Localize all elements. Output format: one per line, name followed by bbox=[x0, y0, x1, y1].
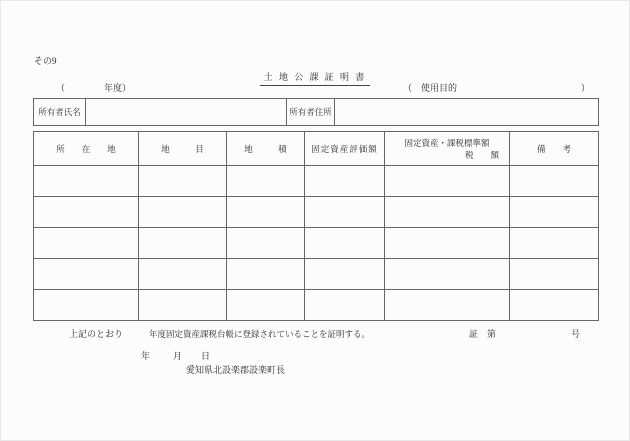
header-tax-base bbox=[385, 132, 510, 166]
owner-name-value bbox=[86, 99, 287, 126]
form-number: その9 bbox=[34, 56, 57, 66]
owner-address-value bbox=[335, 99, 599, 126]
issuer-title: 愛知県北設楽郡設楽町長 bbox=[186, 365, 286, 375]
fiscal-year-open-paren: （ bbox=[56, 83, 66, 93]
certify-prefix: 上記のとおり bbox=[69, 329, 124, 339]
table-cell bbox=[227, 259, 305, 290]
certificate-number-suffix: 号 bbox=[571, 329, 581, 339]
table-cell bbox=[385, 228, 510, 259]
certificate-number-label: 証 第 bbox=[469, 329, 497, 339]
header-remarks: 備 考 bbox=[510, 132, 599, 166]
header-location: 所 在 地 bbox=[34, 132, 139, 166]
table-cell bbox=[305, 290, 385, 321]
table-cell bbox=[139, 228, 227, 259]
table-cell bbox=[385, 166, 510, 197]
table-cell bbox=[139, 197, 227, 228]
table-row bbox=[34, 290, 599, 321]
table-row bbox=[34, 166, 599, 197]
owner-info-table bbox=[33, 98, 599, 126]
table-body bbox=[34, 166, 599, 321]
table-cell bbox=[305, 166, 385, 197]
table-cell bbox=[510, 228, 599, 259]
header-land-category: 地 目 bbox=[139, 132, 227, 166]
table-cell bbox=[510, 197, 599, 228]
page-title: 土 地 公 課 証 明 書 bbox=[260, 70, 371, 86]
table-cell bbox=[510, 290, 599, 321]
table-cell bbox=[227, 228, 305, 259]
owner-name-label: 所有者氏名 bbox=[34, 99, 86, 126]
table-cell bbox=[305, 228, 385, 259]
table-cell bbox=[34, 166, 139, 197]
owner-row bbox=[34, 99, 599, 126]
table-row bbox=[34, 228, 599, 259]
table-cell bbox=[385, 197, 510, 228]
table-cell bbox=[305, 197, 385, 228]
title-row bbox=[1, 67, 629, 86]
table-cell bbox=[227, 290, 305, 321]
table-cell bbox=[385, 259, 510, 290]
usage-purpose-close-paren: ） bbox=[581, 83, 591, 93]
table-cell bbox=[227, 197, 305, 228]
land-records-table bbox=[33, 131, 599, 321]
table-cell bbox=[139, 290, 227, 321]
table-cell bbox=[34, 197, 139, 228]
header-tax-amount: 税 額 bbox=[464, 149, 499, 160]
usage-purpose-label: （ 使用目的 bbox=[403, 83, 458, 93]
table-row bbox=[34, 197, 599, 228]
header-land-area: 地 積 bbox=[227, 132, 305, 166]
date-month-label: 月 bbox=[173, 351, 183, 361]
table-cell bbox=[34, 290, 139, 321]
owner-address-label: 所有者住所 bbox=[287, 99, 335, 126]
table-cell bbox=[510, 259, 599, 290]
table-cell bbox=[139, 259, 227, 290]
header-assessed-value: 固定資産評価額 bbox=[305, 132, 385, 166]
fiscal-year-label: 年度） bbox=[104, 83, 132, 93]
date-day-label: 日 bbox=[201, 351, 211, 361]
table-cell bbox=[227, 166, 305, 197]
table-cell bbox=[385, 290, 510, 321]
certify-statement: 年度固定資産課税台帳に登録されていることを証明する。 bbox=[149, 329, 371, 339]
table-cell bbox=[34, 259, 139, 290]
table-row bbox=[34, 259, 599, 290]
table-cell bbox=[510, 166, 599, 197]
header-tax-base-line1: 固定資産・課税標準額 bbox=[404, 137, 490, 148]
date-year-label: 年 bbox=[141, 351, 151, 361]
table-cell bbox=[34, 228, 139, 259]
table-cell bbox=[305, 259, 385, 290]
table-cell bbox=[139, 166, 227, 197]
table-header-row bbox=[34, 132, 599, 166]
